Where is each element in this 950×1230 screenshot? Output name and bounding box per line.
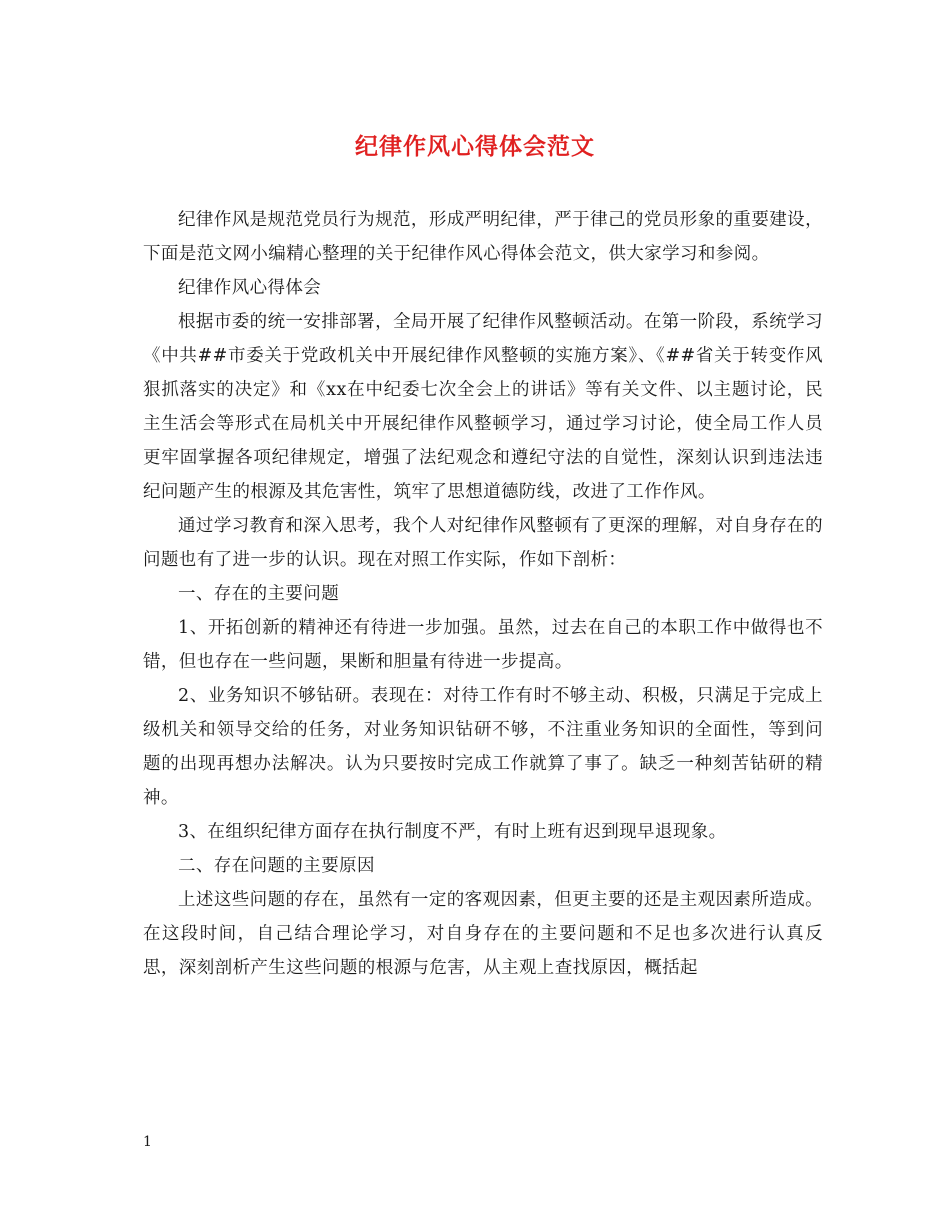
paragraph-problem-3: 3、在组织纪律方面存在执行制度不严，有时上班有迟到现早退现象。 bbox=[178, 822, 727, 842]
section-heading-problems: 一、存在的主要问题 bbox=[178, 584, 340, 604]
document-body bbox=[143, 203, 823, 985]
paragraph-background: 根据市委的统一安排部署，全局开展了纪律作风整顿活动。在第一阶段，系统学习《中共##市委关于党政机关中开展纪律作风整顿的实施方案》、《##省关于转变作风狠抓落实的决定》和《xx在中纪委七次全会上的讲话》等有关文件、以主题讨论，民主生活会等形式在局机关中开展纪律作风整顿学习，通过学习讨论，使全局工作人员更牢固掌握各项纪律规定，增强了法纪观念和遵纪守法的自觉性，深刻认识到违法违纪问题产生的根源及其危害性，筑牢了思想道德防线，改进了工作作风。 bbox=[143, 312, 823, 502]
section-heading-causes: 二、存在问题的主要原因 bbox=[178, 856, 375, 876]
paragraph-problem-1: 1、开拓创新的精神还有待进一步加强。虽然，过去在自己的本职工作中做得也不错，但也存在一些问题，果断和胆量有待进一步提高。 bbox=[143, 618, 823, 672]
paragraph-reflection: 通过学习教育和深入思考，我个人对纪律作风整顿有了更深的理解，对自身存在的问题也有了进一步的认识。现在对照工作实际，作如下剖析： bbox=[143, 516, 823, 570]
paragraph-intro: 纪律作风是规范党员行为规范，形成严明纪律，严于律己的党员形象的重要建设，下面是范文网小编精心整理的关于纪律作风心得体会范文，供大家学习和参阅。 bbox=[143, 210, 823, 264]
document-title: 纪律作风心得体会范文 bbox=[355, 133, 595, 160]
paragraph-problem-2: 2、业务知识不够钻研。表现在：对待工作有时不够主动、积极，只满足于完成上级机关和领导交给的任务，对业务知识钻研不够，不注重业务知识的全面性，等到问题的出现再想办法解决。认为只要按时完成工作就算了事了。缺乏一种刻苦钻研的精神。 bbox=[143, 686, 823, 808]
paragraph-causes: 上述这些问题的存在，虽然有一定的客观因素，但更主要的还是主观因素所造成。在这段时间，自己结合理论学习，对自身存在的主要问题和不足也多次进行认真反思，深刻剖析产生这些问题的根源与危害，从主观上查找原因，概括起 bbox=[143, 890, 823, 978]
page-number: 1 bbox=[143, 1134, 152, 1150]
paragraph-subtitle: 纪律作风心得体会 bbox=[178, 278, 322, 298]
